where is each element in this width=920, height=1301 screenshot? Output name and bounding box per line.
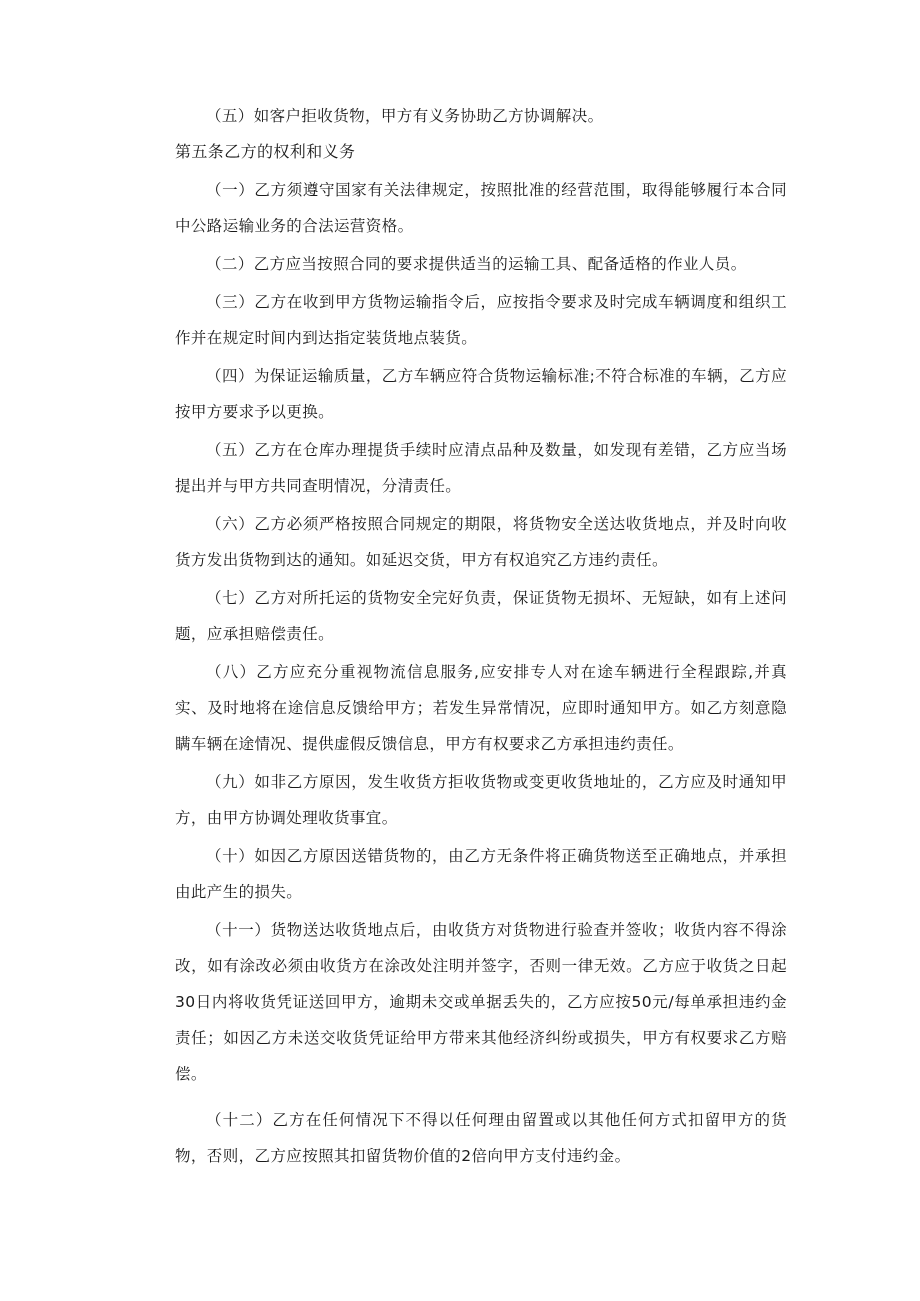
paragraph-clause-5-2: （二）乙方应当按照合同的要求提供适当的运输工具、配备适格的作业人员。 — [206, 255, 747, 273]
paragraph-clause-5-9: （九）如非乙方原因，发生收货方拒收货物或变更收货地址的，乙方应及时通知甲方，由甲方协调处理收货事宜。 — [175, 773, 787, 827]
paragraph-clause-5-5: （五）乙方在仓库办理提货手续时应清点品种及数量，如发现有差错，乙方应当场提出并与甲方共同查明情况，分清责任。 — [175, 441, 787, 495]
paragraph-clause-4-5: （五）如客户拒收货物，甲方有义务协助乙方协调解决。 — [206, 107, 604, 125]
paragraph-clause-5-1: （一）乙方须遵守国家有关法律规定，按照批准的经营范围，取得能够履行本合同中公路运输业务的合法运营资格。 — [175, 181, 787, 235]
section-heading-article-5: 第五条乙方的权利和义务 — [175, 142, 356, 161]
document-body — [175, 98, 787, 1174]
paragraph-clause-5-12: （十二）乙方在任何情况下不得以任何理由留置或以其他任何方式扣留甲方的货物，否则，乙方应按照其扣留货物价值的2倍向甲方支付违约金。 — [175, 1111, 787, 1165]
paragraph-clause-5-11: （十一）货物送达收货地点后，由收货方对货物进行验查并签收；收货内容不得涂改，如有涂改必须由收货方在涂改处注明并签字，否则一律无效。乙方应于收货之日起30日内将收货凭证送回甲方，逾期未交或单据丢失的，乙方应按50元/每单承担违约金责任；如因乙方未送交收货凭证给甲方带来其他经济纠纷或损失，甲方有权要求乙方赔偿。 — [175, 921, 787, 1083]
paragraph-clause-5-6: （六）乙方必须严格按照合同规定的期限，将货物安全送达收货地点，并及时向收货方发出货物到达的通知。如延迟交货，甲方有权追究乙方违约责任。 — [175, 515, 787, 569]
paragraph-clause-5-10: （十）如因乙方原因送错货物的，由乙方无条件将正确货物送至正确地点，并承担由此产生的损失。 — [175, 847, 787, 901]
paragraph-clause-5-8: （八）乙方应充分重视物流信息服务,应安排专人对在途车辆进行全程跟踪,并真实、及时地将在途信息反馈给甲方；若发生异常情况，应即时通知甲方。如乙方刻意隐瞒车辆在途情况、提供虚假反馈信息，甲方有权要求乙方承担违约责任。 — [175, 663, 787, 753]
paragraph-clause-5-3: （三）乙方在收到甲方货物运输指令后，应按指令要求及时完成车辆调度和组织工作并在规定时间内到达指定装货地点装货。 — [175, 293, 787, 347]
paragraph-clause-5-4: （四）为保证运输质量，乙方车辆应符合货物运输标准;不符合标准的车辆，乙方应按甲方要求予以更换。 — [175, 367, 787, 421]
paragraph-clause-5-7: （七）乙方对所托运的货物安全完好负责，保证货物无损坏、无短缺，如有上述问题，应承担赔偿责任。 — [175, 589, 787, 643]
